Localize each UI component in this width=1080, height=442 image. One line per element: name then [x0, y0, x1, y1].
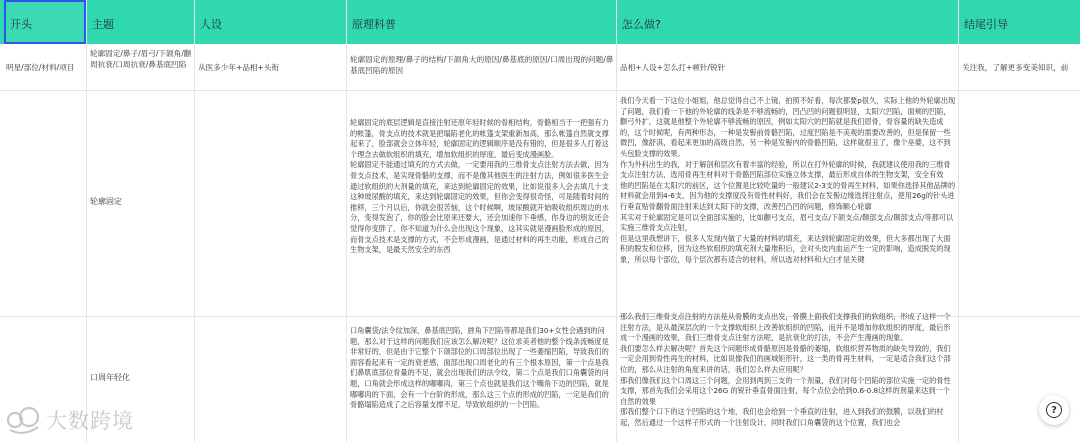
row2-topic-cell[interactable]: [90, 196, 192, 210]
row3-principle-text: 口角囊袋/法令纹加深，鼻基底凹陷，唇角下凹陷等都是我们30+女性会遇到的问题，那么对于这样的问题我们应该怎么解决呢？这位求美者他的整个线条流畅度是非常好的，但是由于它整个下颌部位的口周部位出现了一些萎缩凹陷，导致我们的面容看起来有一定的衰老感，面部出现口周老化的有三个根本原因，第一个点是我们鼻肌底部位骨量的不足，就会出现我们的法令纹，第二个点是我们口角囊袋的问题，口角就会形成这样的嘟嘟肉，第三个点也就是我们这个嘴角下边的凹陷，就是嘟嘟肉的下面，会有一个台阶的形成，那么这三个点的形成的凹陷，一定是我们的骨骼塌陷造成了之后容量支撑不足，导致软组织的一个凹陷。: [350, 326, 609, 410]
row2-principle-text: 轮廓固定的底层逻辑是直接注射还原年轻时候的骨相结构，骨骼相当于一把强有力的帐篷，骨支点的技术就是把塌陷老化的帐篷支架重新加高，那么帐篷自然就支撑起来了，脸部就会立体年轻，轮廓固定的逻辑顺序是没有错的，但是很多人打着这个理念去做软组织的填充，增加软组织的厚度，最后变成漫画脸。 轮廓固定不能通过填充的方式去做，一定要用我的三维骨支点注射方法去做，因为骨支点技术，是实现骨骼的支撑，而不是像其他医生的注射方法，例如很多医生会通过软组织的大剂量的填充，来达到轮廓固定的效果，比如说很多人会去填几十支这种玻尿酸的填充，来达到轮廓固定的效果，但你会变得很奇怪，可是随着时间的推移，三个月以后，你就会很苦恼，这个时候啊，玻尿酸就开始吸收组织周边的水分，变得发泡了，你的脸会比原来还要大，还会加速你下垂感，你身边的朋友还会觉得你变胖了，你不知道为什么会出现这个现象，这其实就是漫画脸形成的原因，而骨支点技术是支撑的方式，不会形成漫画，是通过材料的再生功能，形成自己的生物支架，是最天然安全的东西: [350, 118, 609, 255]
row1-howto-cell[interactable]: [620, 58, 956, 86]
help-button[interactable]: [1039, 395, 1069, 425]
grid-line: [194, 0, 195, 442]
grid-line: [0, 90, 1080, 91]
header-cell-principle[interactable]: 原理科普: [352, 18, 396, 31]
header-cell-topic[interactable]: 主题: [92, 18, 114, 31]
header-cell-ending[interactable]: 结尾引导: [964, 18, 1008, 31]
grid-line: [958, 0, 959, 442]
row1-principle-text: 轮廓固定的原理/鼻子的结构/下颌角大的原因/鼻基底的原因/口周出现的问题/鼻基底凹陷的原因: [350, 55, 614, 76]
row3-principle-cell[interactable]: [350, 326, 614, 442]
header-cell-howto[interactable]: 怎么做?: [622, 18, 661, 31]
row1-principle-cell[interactable]: [350, 54, 614, 88]
header-cell-persona[interactable]: 人设: [200, 18, 222, 31]
row1-topic-cell[interactable]: [90, 48, 192, 88]
row3-howto-cell[interactable]: [620, 312, 956, 442]
row1-persona-cell[interactable]: [198, 58, 344, 86]
row3-topic-cell[interactable]: [90, 372, 192, 386]
row1-ending-text: 关注我，了解更多变美知识，前: [962, 63, 1069, 72]
grid-line: [86, 0, 87, 442]
row2-principle-cell[interactable]: [350, 118, 614, 298]
row1-ending-cell[interactable]: [962, 58, 1080, 86]
watermark-logo-icon: [6, 405, 42, 435]
row2-howto-text: 我们今天看一下这位小姐姐，他总觉得自己不上镜，拍照不好看，每次都要p很久，实际上他的外轮廓出现了问题，我们看一下他的外轮廓的线条是不够流畅的，凹凸凹的问题很明显，太阳穴凹陷，面颊的凹陷，颧弓外扩，这就是他整个外轮廓不够流畅的原因，例如太阳穴的凹陷就是我们眉骨，骨容量的缺失造成的，这个时候呢，有两种形态，一种是发髻前骨骼凹陷，过度凹陷是不美观的需要改善的，但是保留一些微凹，像舒淇，看起来更加的高级自然，另一种是发髻内的骨骼凹陷，这样就很丑了，像个巫婆，这不到头包脸支撑的效果。 作为外科出生的我，对于解剖和层次有着丰富的经验，所以在打外轮廓的时候，我就建议使用我的三维骨支点注射方法，选用骨再生材料对于骨骼凹陷部位实施立体支撑，最后形成自体的生物支架，安全有效 他的凹陷是在太阳穴的前区，这个位置是比较吃量的一般建议2-3支的骨再生材料，如果你选择其他品牌的材料就会用到4-6支，因为他的支撑度没有骨性材料好，我们会在发髻边缘选择注射点，使用26g的针头进行垂直贴骨翻骨面注射来达到太阳下的支撑，改善凹凸凹的问题，修饰额心轮廓 其实对于轮廓固定是可以全面部实施的，比如颧弓支点，眉弓支点/下颌支点/颞部支点/颞部支点/等都可以实施三维骨支点注射， 但是这里我想讲下，很多人发现内做了大量的材料的填充，来达到轮廓固定的效果，但大多都出现了大面积的脱发和位移，因为这些软组织的填充剂大量堆积后，会对头皮内血运产生一定的影响，造成脱发的现象，所以每个部位，每个层次都有适合的材料，所以选对材料和大白才是关键: [620, 96, 956, 264]
watermark: [6, 402, 134, 438]
row1-opening-text: 明星/部位/材料/项目: [6, 63, 75, 72]
row2-topic-text: 轮廓固定: [90, 197, 122, 206]
row2-howto-cell[interactable]: [620, 96, 956, 314]
header-cell-opening[interactable]: 开头: [4, 0, 86, 44]
row1-persona-text: 从医多少年+品相+头衔: [198, 63, 280, 72]
row1-opening-cell[interactable]: [6, 58, 86, 86]
watermark-text: 大数跨境: [46, 409, 134, 433]
row1-topic-text: 轮廓固定/鼻子/眉弓/下颌角/颧周抗衰/口周抗衰/鼻基底凹陷: [90, 49, 192, 70]
row1-howto-text: 品相+人设+怎么打+顿针/锐针: [620, 63, 726, 72]
grid-line: [346, 0, 347, 442]
row3-topic-text: 口周年轻化: [90, 373, 130, 382]
help-icon: ?: [1046, 402, 1062, 418]
row3-howto-text: 那么我们三维骨支点注射的方法是从骨膜的支点出发，骨膜上面我们支撑我们的软组织，形成了这样一个注射方法，是从最深层次的一个支撑软组织上改善软组织的凹陷，而并不是增加你软组织的厚度，最后形成一个漫画的效果，我们三维骨支点注射方法呢，是抗衰化的打法，不会产生漫画的现象。 我们要怎么样去解决呢？首先这个问题形成骨骼原因是骨骼的萎缩，软组织营养物质的缺失导致的，我们一定会用到骨性再生的材料，比如说像我们的画城矩形针，这一类的骨再生材料，一定是适合我们这个部位的，那么从注射的角度来讲的话，我们怎么样去应用呢？ 那我们像我们这个口周这三个问题，会用到两到三支的一个剂量，我们对每个凹陷的部位实施一定的骨性支撑，那首先我们会采用这个26G 的锐针垂直骨面注射，每个点位会给到0.6-0.8这样的剂量来达到一个自然的效果 那我们整个口下的这个凹陷的这个地，我们也会给到一个垂直的注射，进入到我们的鼓膜，以我们的村起，然后通过一个这样子形式的一个注射设计，同时我们口角囊袋的这个位置，我们也会: [620, 312, 951, 427]
grid-line: [616, 0, 617, 442]
header-row: [0, 0, 1080, 44]
